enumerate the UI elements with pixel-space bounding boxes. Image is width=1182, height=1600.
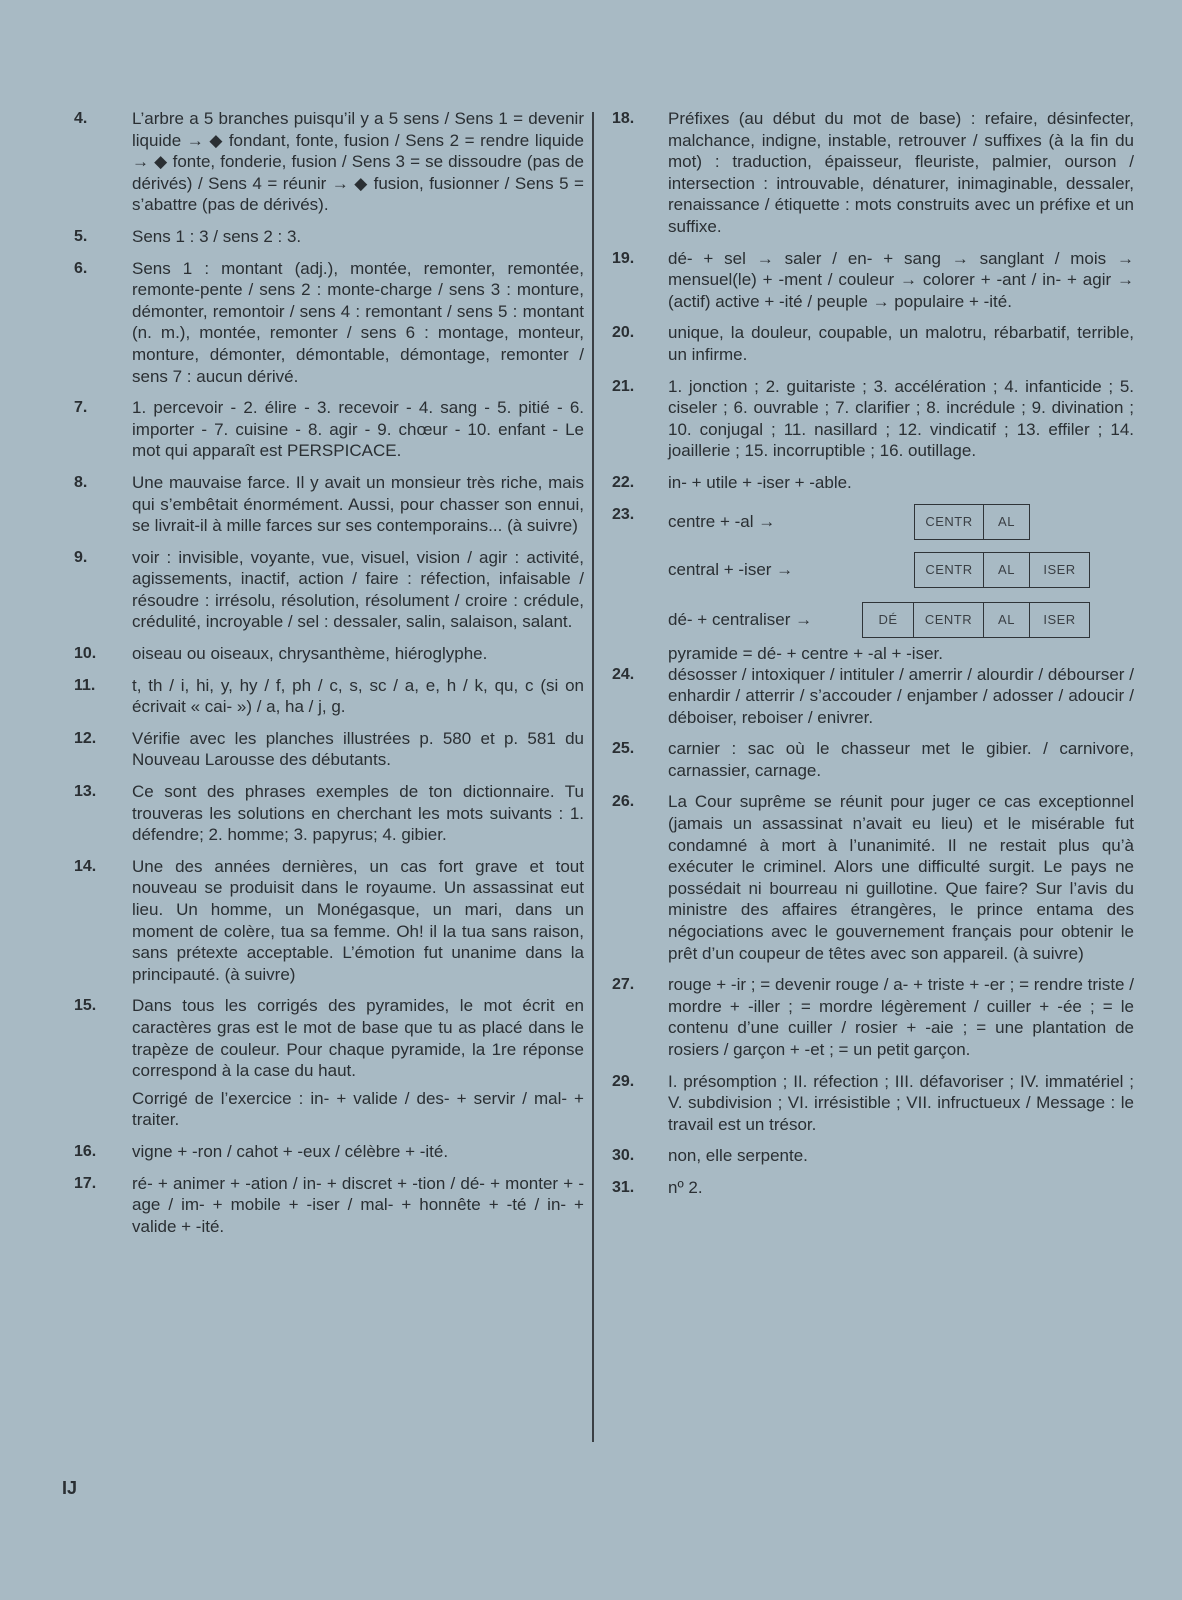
exercise-entry	[612, 974, 1134, 1060]
pyramid-row-label: dé- + centraliser →	[668, 609, 813, 629]
entry-text: t, th / i, hi, y, hy / f, ph / c, s, sc / a, e, h / k, qu, c (si on écrivait « cai- ») / a, ha / j, g.	[132, 675, 584, 717]
exercise-entry	[612, 248, 1134, 313]
exercise-23	[612, 504, 1134, 663]
exercise-entry	[612, 738, 1134, 781]
entry-text: I. présomption ; II. réfection ; III. défavoriser ; IV. immatériel ; V. subdivision ; VI. irrésistible ; VII. infructueux / Message : le travail est un trésor.	[668, 1071, 1134, 1134]
entry-number: 18.	[612, 110, 635, 127]
exercise-entry	[612, 1177, 1134, 1199]
box-iser: ISER	[1030, 602, 1090, 638]
entry-text: désosser / intoxiquer / intituler / amerrir / alourdir / débourser / enhardir / atterrir / s’accouder / enjamber / adosser / adoucir / déboiser, reboiser / enivrer.	[668, 664, 1134, 727]
left-column	[74, 108, 584, 1247]
exercise-entry	[74, 728, 584, 771]
entry-number: 13.	[74, 783, 97, 801]
entry-number: 26.	[612, 793, 635, 811]
exercise-entry	[612, 472, 1134, 494]
box-centr: CENTR	[914, 504, 984, 540]
entry-number: 4.	[74, 110, 88, 127]
right-column	[612, 108, 1134, 1209]
entry-text: Sens 1 : 3 / sens 2 : 3.	[132, 226, 302, 246]
word-boxes	[914, 504, 1030, 540]
entry-number: 9.	[74, 548, 88, 566]
entry-number: 6.	[74, 259, 88, 277]
pyramid-row-label: central + -iser →	[668, 559, 794, 579]
entry-number: 27.	[612, 976, 635, 994]
exercise-entry	[74, 226, 584, 248]
box-iser: ISER	[1030, 552, 1090, 588]
entry-number: 24.	[612, 665, 635, 683]
exercise-entry	[74, 472, 584, 537]
entry-number: 11.	[74, 676, 96, 694]
exercise-entry	[612, 664, 1134, 729]
entry-text: Sens 1 : montant (adj.), montée, remonter, remontée, remonte-pente / sens 2 : monte-charge / sens 3 : monture, démonter, remontoir / sens 4 : remontant / sens 5 : montant (n. m.), montée, remonter / sens 6 : montage, monteur, monture, démonter, démontable, démontage, remonter / sens 7 : aucun dérivé.	[132, 258, 584, 386]
exercise-entry	[74, 258, 584, 388]
entry-number: 10.	[74, 645, 97, 663]
box-centr: CENTR	[914, 602, 984, 638]
entry-number: 14.	[74, 857, 97, 875]
exercise-entry	[612, 108, 1134, 238]
exercise-entry	[74, 643, 584, 665]
exercise-entry	[612, 1071, 1134, 1136]
exercise-entry	[74, 547, 584, 633]
entry-text: Une des années dernières, un cas fort grave et tout nouveau se produisit dans le royaume. Un assassinat eut lieu. Un homme, un Monégasque, un mari, dans un moment de colère, tua sa femme. Oh! il la tua sans raison, sans prétexte acceptable. L’émotion fut unanime dans la principauté. (à suivre)	[132, 856, 584, 984]
exercise-entry	[74, 1173, 584, 1238]
box-al: AL	[984, 602, 1030, 638]
entry-text: oiseau ou oiseaux, chrysanthème, hiéroglyphe.	[132, 644, 488, 664]
pyramid-footer: pyramide = dé- + centre + -al + -iser.	[668, 643, 943, 663]
entry-text: dé- + sel → saler / en- + sang → sanglant / mois → mensuel(le) + -ment / couleur → colorer + -ant / in- + agir → (actif) active + -ité / peuple → populaire + -ité.	[668, 248, 1134, 311]
exercise-entry	[612, 1145, 1134, 1167]
exercise-entry	[74, 856, 584, 986]
box-al: AL	[984, 504, 1030, 540]
entry-number: 22.	[612, 473, 635, 491]
entry-number: 21.	[612, 377, 635, 395]
entry-text: Vérifie avec les planches illustrées p. 580 et p. 581 du Nouveau Larousse des débutants.	[132, 728, 584, 770]
box-al: AL	[984, 552, 1030, 588]
entry-text: Ce sont des phrases exemples de ton dictionnaire. Tu trouveras les solutions en cherchant les mots suivants : 1. défendre; 2. homme; 3. papyrus; 4. gibier.	[132, 782, 584, 845]
entry-number: 8.	[74, 473, 88, 491]
column-divider	[592, 112, 594, 1442]
entry-text: rouge + -ir ; = devenir rouge / a- + triste + -er ; = rendre triste / mordre + -iller ; = mordre légèrement / cuiller + -ée ; = le contenu d’une cuiller / rosier + -aie ; = une plantation de rosiers / garçon + -et ; = un petit garçon.	[668, 975, 1134, 1059]
entry-number: 23.	[612, 505, 635, 523]
exercise-entry	[74, 781, 584, 846]
entry-number: 15.	[74, 997, 97, 1015]
entry-text: vigne + -ron / cahot + -eux / célèbre + -ité.	[132, 1141, 449, 1161]
entry-number: 5.	[74, 227, 88, 245]
entry-text: voir : invisible, voyante, vue, visuel, vision / agir : activité, agissements, inactif, action / faire : réfection, infaisable / résoudre : irrésolu, résolution, résolument / croire : crédule, crédulité, incroyable / sel : dessaler, salin, salaison, salant.	[132, 547, 584, 632]
entry-text: La Cour suprême se réunit pour juger ce cas exceptionnel (jamais un assassinat n’avait eu lieu) et le misérable fut condamné à mort à l’unanimité. Il ne restait plus qu’à exécuter le criminel. Alors une difficulté surgit. Le pays ne possédait ni bourreau ni guillotine. Que faire? Sur l’avis du ministre des affaires étrangères, le prince entama des négociations avec le gouvernement français pour obtenir le prêt d’un coupeur de têtes avec son appareil. (à suivre)	[668, 792, 1134, 963]
entry-number: 25.	[612, 740, 635, 758]
entry-number: 29.	[612, 1072, 635, 1090]
page-folio: IJ	[62, 1478, 78, 1498]
entry-extra-text: Corrigé de l’exercice : in- + valide / des- + servir / mal- + traiter.	[132, 1088, 584, 1130]
entry-text: non, elle serpente.	[668, 1146, 808, 1166]
exercise-entry	[74, 675, 584, 718]
word-boxes	[914, 552, 1090, 588]
entry-text: 1. percevoir - 2. élire - 3. recevoir - 4. sang - 5. pitié - 6. importer - 7. cuisine - 8. agir - 9. chœur - 10. enfant - Le mot qui apparaît est PERSPICACE.	[132, 398, 584, 461]
word-boxes	[862, 602, 1090, 638]
pyramid-row-label: centre + -al →	[668, 511, 776, 531]
entry-text: 1. jonction ; 2. guitariste ; 3. accélération ; 4. infanticide ; 5. ciseler ; 6. ouvrable ; 7. clarifier ; 8. incrédule ; 9. divination ; 10. conjugal ; 11. nasillard ; 12. vindicatif ; 13. effiler ; 14. joaillerie ; 15. incorruptible ; 16. outillage.	[668, 376, 1134, 461]
exercise-entry	[612, 791, 1134, 964]
entry-text: carnier : sac où le chasseur met le gibier. / carnivore, carnassier, carnage.	[668, 739, 1134, 780]
exercise-entry	[74, 995, 584, 1131]
entry-text: in- + utile + -iser + -able.	[668, 472, 852, 492]
entry-text: Dans tous les corrigés des pyramides, le mot écrit en caractères gras est le mot de base que tu as placé dans le trapèze de couleur. Pour chaque pyramide, la 1re réponse correspond à la case du haut.	[132, 996, 584, 1081]
entry-number: 30.	[612, 1147, 635, 1165]
entry-number: 12.	[74, 729, 97, 747]
entry-number: 17.	[74, 1174, 97, 1192]
entry-number: 31.	[612, 1178, 635, 1196]
entry-number: 19.	[612, 249, 635, 267]
entry-number: 20.	[612, 324, 635, 342]
entry-text: Une mauvaise farce. Il y avait un monsieur très riche, mais qui s’embêtait énormément. Aussi, pour chasser son ennui, se livrait-il à mille farces sur ses contemporains... (à suivre)	[132, 472, 584, 536]
exercise-entry	[74, 108, 584, 216]
exercise-entry	[612, 376, 1134, 462]
entry-number: 16.	[74, 1142, 97, 1160]
entry-text: ré- + animer + -ation / in- + discret + -tion / dé- + monter + -age / im- + mobile + -iser / mal- + honnête + -té / in- + valide + -ité.	[132, 1173, 584, 1236]
box-de: DÉ	[862, 602, 914, 638]
exercise-entry	[74, 1141, 584, 1163]
entry-text: Préfixes (au début du mot de base) : refaire, désinfecter, malchance, indigne, instable, retrouver / suffixes (à la fin du mot) : traduction, épaisseur, fleuriste, palmier, ourson / intersection : introuvable, dénaturer, inimaginable, dessaler, renaissance / étiquette : mots construits avec un préfixe et un suffixe.	[668, 109, 1134, 236]
entry-text: nº 2.	[668, 1177, 703, 1197]
exercise-entry	[74, 397, 584, 462]
exercise-entry	[612, 322, 1134, 365]
entry-text: unique, la douleur, coupable, un malotru, rébarbatif, terrible, un infirme.	[668, 323, 1134, 364]
entry-number: 7.	[74, 399, 88, 417]
box-centr: CENTR	[914, 552, 984, 588]
entry-text: L’arbre a 5 branches puisqu’il y a 5 sens / Sens 1 = devenir liquide → ◆ fondant, fonte, fusion / Sens 2 = rendre liquide → ◆ fonte, fonderie, fusion / Sens 3 = se dissoudre (pas de dérivés) / Sens 4 = réunir → ◆ fusion, fusionner / Sens 5 = s’abattre (pas de dérivés).	[132, 109, 584, 215]
pyramid-diagram	[668, 504, 1134, 663]
